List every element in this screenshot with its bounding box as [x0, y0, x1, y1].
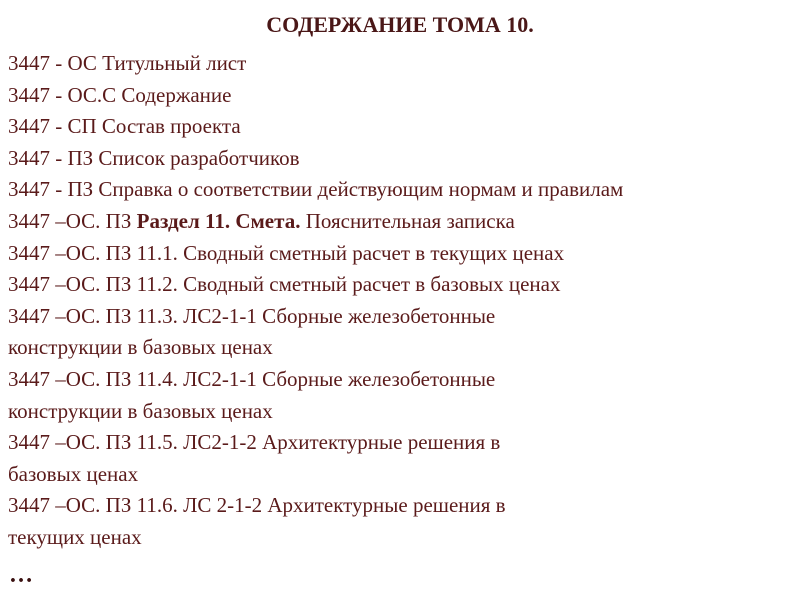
- document-title: СОДЕРЖАНИЕ ТОМА 10.: [266, 12, 534, 37]
- contents-line-6-suffix: Пояснительная записка: [300, 208, 515, 233]
- contents-line-11: 3447 –ОС. ПЗ 11.4. ЛС2-1-1 Сборные железобетонные: [8, 366, 496, 391]
- contents-line-8: 3447 –ОС. ПЗ 11.2. Сводный сметный расчет в базовых ценах: [8, 272, 561, 297]
- contents-line-12: конструкции в базовых ценах: [8, 398, 273, 423]
- continuation-ellipsis: …: [9, 562, 33, 588]
- section-heading-bold: Раздел 11. Смета.: [136, 208, 301, 233]
- contents-line-15: 3447 –ОС. ПЗ 11.6. ЛС 2-1-2 Архитектурные решения в: [8, 493, 506, 518]
- contents-line-5: 3447 - ПЗ Справка о соответствии действующим нормам и правилам: [8, 177, 624, 202]
- contents-line-4: 3447 - ПЗ Список разработчиков: [8, 145, 300, 170]
- contents-line-13: 3447 –ОС. ПЗ 11.5. ЛС2-1-2 Архитектурные решения в: [8, 430, 501, 455]
- contents-list: [8, 48, 792, 554]
- contents-line-3: 3447 - СП Состав проекта: [8, 114, 241, 139]
- contents-line-10: конструкции в базовых ценах: [8, 335, 273, 360]
- contents-line-16: текущих ценах: [8, 524, 142, 549]
- contents-line-14: базовых ценах: [8, 461, 139, 486]
- contents-line-6-prefix: 3447 –ОС. ПЗ: [8, 208, 137, 233]
- contents-line-1: 3447 - ОС Титульный лист: [8, 51, 247, 75]
- contents-line-9: 3447 –ОС. ПЗ 11.3. ЛС2-1-1 Сборные железобетонные: [8, 303, 496, 328]
- contents-line-7: 3447 –ОС. ПЗ 11.1. Сводный сметный расчет в текущих ценах: [8, 240, 565, 265]
- contents-line-2: 3447 - ОС.С Содержание: [8, 82, 232, 107]
- contents-line-6: [8, 206, 792, 238]
